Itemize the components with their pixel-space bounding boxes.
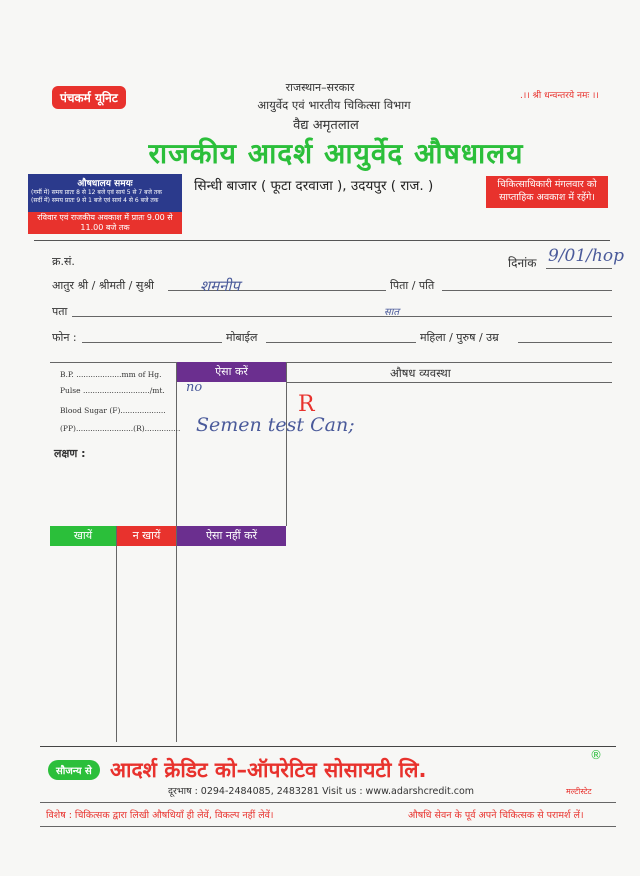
prescription-header: औषध व्यवस्था [390,366,451,380]
invocation: .।। श्री धन्वन्तरये नमः ।। [520,91,599,101]
mobile-label: मोबाईल [226,331,258,344]
date-line [546,268,612,269]
vaidya-label: वैद्य अमृतलाल [293,118,359,133]
timings-box [28,174,182,212]
courtesy-badge: सौजन्य से [48,760,100,780]
footer-note-left: विशेष : चिकित्सक द्वारा लिखी औषधियाँ ही लेवें, विकल्प नहीं लेवें। [46,810,274,821]
timings-heading: औषधालय समयः [77,179,133,189]
date-label: दिनांक [508,256,537,270]
footer-top-line [40,746,616,747]
do-header: ऐसा करें [177,362,286,382]
gender-age-label: महिला / पुरुष / उम्र [420,331,499,344]
holiday-timing: रविवार एवं राजकीय अवकाश में प्रातः 9.00 से 11.00 बजे तक [28,212,182,234]
address-line [72,316,612,317]
dont-header: ऐसा नहीं करें [177,526,286,546]
phone-line [82,342,222,343]
serial-label: क्र.सं. [52,255,75,268]
table-divider-2 [286,362,287,526]
address-label: पता [52,305,68,318]
rx-symbol: R [298,392,315,417]
bp-field: B.P. ...................mm of Hg. [60,370,162,379]
multistate-label: मल्टीस्टेट [566,787,592,796]
timings-winter: (सर्दी में) समय प्रातः 9 से 1 बजे एवं सायं 4 से 6 बजे तक [31,197,159,204]
sugar-f-field: Blood Sugar (F)................... [60,406,166,415]
mobile-line [266,342,416,343]
registered-mark: ® [590,748,602,762]
table-top-line [50,362,612,363]
society-name: आदर्श क्रेडिट को–ऑपरेटिव सोसायटी लि. [110,758,427,782]
closure-notice: चिकित्साधिकारी मंगलवार को साप्ताहिक अवकाश में रहेंगे। [486,176,608,208]
pulse-field: Pulse ............................/mt. [60,386,165,395]
date-value: 9/01/hop [548,246,624,266]
age-line [518,342,612,343]
footer-phones: दूरभाष : 0294-2484085, 2483281 Visit us : www.adarshcredit.com [168,786,475,797]
timings-summer: (गर्मी में) समय प्रातः 8 से 12 बजे एवं सायं 5 से 7 बजे तक [31,189,162,196]
footer-note-right: औषधि सेवन के पूर्व अपने चिकित्सक से परामर्श लें। [408,810,584,821]
table-divider-1 [176,362,177,742]
table-divider-3 [116,526,117,742]
separator-line [34,240,610,241]
phone-label: फोन : [52,331,77,344]
dispensary-title: राजकीय आदर्श आयुर्वेद औषधालय [148,137,524,170]
footer-bottom-line [40,826,616,827]
sugar-pp-field: (PP)........................(R)............... [60,424,181,433]
name-label: आतुर श्री / श्रीमती / सुश्री [52,279,154,292]
footer-divider [40,802,616,803]
prescription-header-line [286,382,612,383]
father-label: पिता / पति [390,279,435,292]
unit-badge: पंचकर्म यूनिट [52,86,126,109]
govt-label: राजस्थान–सरकार [285,81,355,94]
address-mark: सात [384,307,400,318]
symptoms-label: लक्षण : [54,447,86,460]
father-line [442,290,612,291]
not-eat-header: न खायें [117,526,176,546]
rx-text: Semen test Can; [196,414,355,436]
address: सिन्धी बाजार ( फूटा दरवाजा ), उदयपुर ( राज. ) [194,178,434,194]
do-note: no [186,380,203,395]
eat-header: खायें [50,526,116,546]
name-value: शमनीप [200,277,240,295]
dept-label: आयुर्वेद एवं भारतीय चिकित्सा विभाग [257,98,411,112]
